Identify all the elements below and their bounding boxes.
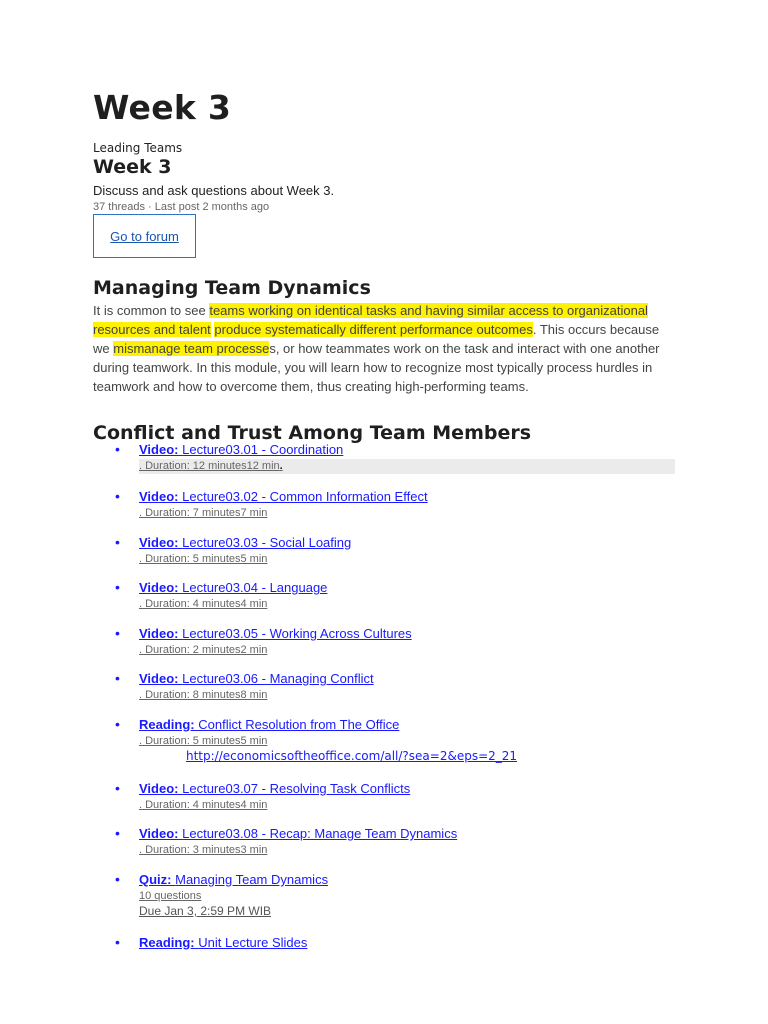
lesson-link[interactable] [139,580,327,595]
intro-text-1: It is common to see [93,303,210,318]
item-type: Video: [139,671,179,686]
lesson-link[interactable] [139,442,343,457]
lesson-link[interactable] [139,872,328,887]
item-title: Lecture03.08 - Recap: Manage Team Dynamics [182,826,458,841]
highlight-2: produce systematically different performance outcomes [214,322,533,337]
section-heading-managing: Managing Team Dynamics [93,277,371,299]
intro-text-4: s, or how teammates work on the task and interact with one another during teamwork. In this module, you will learn how to recognize most typically process hurdles in teamwork and how to overcome them, thus creating high-performing teams. [93,341,660,394]
item-duration: . Duration: 8 minutes8 min [139,689,268,701]
item-title: Conflict Resolution from The Office [198,717,400,732]
item-duration: . Duration: 7 minutes7 min [139,507,268,519]
quiz-due-date: Due Jan 3, 2:59 PM WIB [139,904,272,918]
forum-meta: 37 threads · Last post 2 months ago [93,201,270,213]
lesson-link[interactable] [139,781,410,796]
lesson-link[interactable] [139,717,399,732]
item-type: Reading: [139,935,195,950]
item-type: Video: [139,489,179,504]
lesson-link[interactable] [139,626,412,641]
highlight-1: teams working on identical tasks and having similar access to organizational resources and talent [93,303,648,337]
bullet-icon: • [115,488,120,504]
item-title: Unit Lecture Slides [198,935,308,950]
go-to-forum-button[interactable]: Go to forum [93,214,196,258]
forum-title: Week 3 [93,156,172,178]
item-duration: . Duration: 4 minutes4 min [139,799,268,811]
item-type: Quiz: [139,872,172,887]
bullet-icon: • [115,441,120,457]
item-duration: . Duration: 12 minutes12 min. [139,460,283,472]
bullet-icon: • [115,579,120,595]
item-type: Video: [139,781,179,796]
item-duration: . Duration: 5 minutes5 min [139,553,268,565]
page-title: Week 3 [93,88,232,127]
bullet-icon: • [115,716,120,732]
external-link[interactable]: http://economicsoftheoffice.com/all/?sea=2&eps=2_21 [186,749,518,763]
item-type: Video: [139,535,179,550]
bullet-icon: • [115,534,120,550]
course-name: Leading Teams [93,141,183,155]
section-intro-paragraph [93,301,677,396]
bullet-icon: • [115,825,120,841]
item-title: Lecture03.01 - Coordination [182,442,344,457]
bullet-icon: • [115,625,120,641]
item-title: Lecture03.05 - Working Across Cultures [182,626,412,641]
section-heading-conflict: Conflict and Trust Among Team Members [93,422,532,444]
item-title: Lecture03.06 - Managing Conflict [182,671,374,686]
forum-description: Discuss and ask questions about Week 3. [93,183,335,198]
item-type: Video: [139,442,179,457]
item-duration: . Duration: 4 minutes4 min [139,598,268,610]
bullet-icon: • [115,934,120,950]
quiz-question-count: 10 questions [139,890,202,902]
item-title: Managing Team Dynamics [175,872,329,887]
intro-text-3: . This occurs because we [93,322,660,356]
lesson-link[interactable] [139,671,374,686]
lesson-link[interactable] [139,935,307,950]
item-duration: . Duration: 3 minutes3 min [139,844,268,856]
item-title: Lecture03.07 - Resolving Task Conflicts [182,781,411,796]
lesson-link[interactable] [139,826,457,841]
bullet-icon: • [115,780,120,796]
bullet-icon: • [115,670,120,686]
highlight-3: mismanage team processe [113,341,270,356]
item-type: Video: [139,626,179,641]
item-type: Video: [139,580,179,595]
item-duration: . Duration: 5 minutes5 min [139,735,268,747]
item-type: Video: [139,826,179,841]
item-title: Lecture03.02 - Common Information Effect [182,489,428,504]
lesson-link[interactable] [139,535,351,550]
item-type: Reading: [139,717,195,732]
item-title: Lecture03.03 - Social Loafing [182,535,352,550]
item-duration: . Duration: 2 minutes2 min [139,644,268,656]
item-title: Lecture03.04 - Language [182,580,328,595]
bullet-icon: • [115,871,120,887]
lesson-link[interactable] [139,489,428,504]
